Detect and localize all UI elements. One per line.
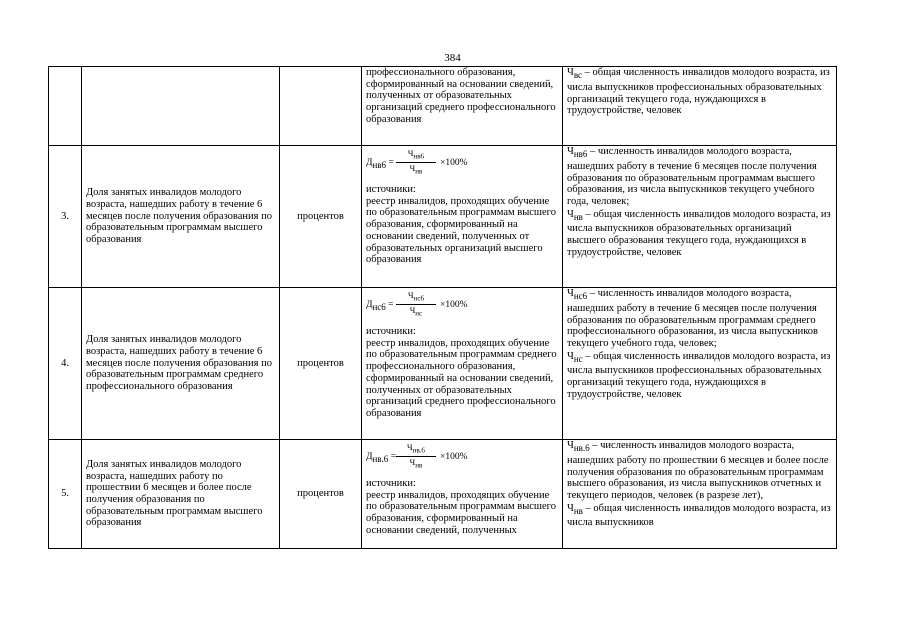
variable-description: – численность инвалидов молодого возраста, нашедших работу в течение 6 месяцев после получения образования по образовательным программам среднего профессионального образования, из числа выпускников текущего учебного года, человек; [567,288,818,349]
variable-definition [567,146,832,208]
indicator-name: Доля занятых инвалидов молодого возраста, нашедших работу в течение 6 месяцев после получения образования по образовательным программам высшего образования [82,146,280,288]
unit-of-measure: процентов [280,440,362,549]
row-number: 3. [49,146,82,288]
table-row [49,146,837,288]
variable-definition [567,440,832,502]
method-text: реестр инвалидов, проходящих обучение по образовательным программам высшего образования, сформированный на основании сведений, полученных [366,489,556,536]
variable-description: – общая численность инвалидов молодого возраста, из числа выпускников образовательных организаций высшего образования текущего года, нуждающихся в трудоустройстве, человек [567,208,831,258]
variable-definition [567,67,832,117]
formula-numerator: $Ч_{нв.6}$ [396,442,436,457]
variable-description: – общая численность инвалидов молодого возраста, из числа выпускников профессиональных образовательных организаций текущего года, нуждающихся в трудоустройстве, человек [567,67,830,117]
unit-of-measure: процентов [280,146,362,288]
formula [366,146,558,182]
formula-numerator: $Ч_{нс6}$ [396,290,436,305]
variable-definition [567,288,832,350]
indicator-name: Доля занятых инвалидов молодого возраста, нашедших работу в течение 6 месяцев после получения образования по образовательным программам среднего профессионального образования [82,288,280,440]
formula-multiplier: ×100% [440,452,468,462]
indicator-table [48,66,837,549]
variable-symbol: $Ч_{вс}$ [567,67,583,81]
variable-symbol: $Ч_{нс6}$ [567,288,588,302]
calculation-method [362,440,563,549]
row-number [49,67,82,146]
variable-definition [567,503,832,530]
variable-symbol: $Ч_{нс}$ [567,350,583,364]
formula-denominator: $Ч_{нв}$ [409,162,423,176]
variable-symbol: $Ч_{нв}$ [567,502,583,516]
table-row [49,67,837,146]
formula-fraction [396,290,436,318]
calculation-method [362,67,563,146]
variable-definition [567,209,832,259]
variable-definitions [563,440,837,549]
formula-numerator: $Ч_{нв6}$ [396,148,436,163]
page-number: 384 [444,52,461,64]
variable-description: – численность инвалидов молодого возраста, нашедших работу в течение 6 месяцев после получения образования по образовательным программам высшего образования, из числа выпускников текущего учебного года, человек; [567,146,817,207]
method-text: реестр инвалидов, проходящих обучение по образовательным программам среднего профессионального образования, сформированный на основании сведений, полученных от образовательных организаций среднего профессионального образования [366,337,557,419]
variable-description: – общая численность инвалидов молодого возраста, из числа выпускников [567,502,831,529]
indicator-name [82,67,280,146]
variable-definitions [563,288,837,440]
unit-of-measure: процентов [280,288,362,440]
sources-label: источники: [366,184,416,195]
variable-definitions [563,67,837,146]
method-text: реестр инвалидов, проходящих обучение по образовательным программам высшего образования, сформированный на основании сведений, полученных от образовательных организаций высшего образования [366,195,556,266]
formula [366,440,558,476]
variable-symbol: $Ч_{нв.6}$ [567,440,590,454]
variable-symbol: $Ч_{нв}$ [567,208,583,222]
formula-fraction [396,442,436,470]
variable-definition [567,351,832,401]
table-row [49,440,837,549]
formula-denominator: $Ч_{нс}$ [409,304,423,318]
sources-label: источники: [366,326,416,337]
sources-label: источники: [366,478,416,489]
method-text: профессионального образования, сформированный на основании сведений, полученных от образовательных организаций среднего профессионального образования [366,67,556,125]
formula-lhs: $Д_{нс6}$ = [366,300,394,312]
calculation-method [362,288,563,440]
table-row [49,288,837,440]
formula-fraction [396,148,436,176]
row-number: 5. [49,440,82,549]
unit-of-measure [280,67,362,146]
row-number: 4. [49,288,82,440]
formula [366,288,558,324]
formula-multiplier: ×100% [440,158,468,168]
formula-lhs: $Д_{нв6}$ = [366,158,394,170]
variable-definitions [563,146,837,288]
formula-multiplier: ×100% [440,300,468,310]
calculation-method [362,146,563,288]
variable-symbol: $Ч_{нв6}$ [567,146,588,160]
formula-denominator: $Ч_{нв}$ [409,456,423,470]
formula-lhs: $Д_{нв.6}$ = [366,452,397,464]
variable-description: – общая численность инвалидов молодого возраста, из числа выпускников профессиональных образовательных организаций текущего года, нуждающихся в трудоустройстве, человек [567,350,831,400]
indicator-name: Доля занятых инвалидов молодого возраста, нашедших работу по прошествии 6 месяцев и более после получения образования по образовательным программам высшего образования [82,440,280,549]
variable-description: – численность инвалидов молодого возраста, нашедших работу по прошествии 6 месяцев и более после получения образования по образовательным программам высшего образования, из числа выпускников отчетных и текущего периодов, человек (в разрезе лет), [567,440,829,501]
